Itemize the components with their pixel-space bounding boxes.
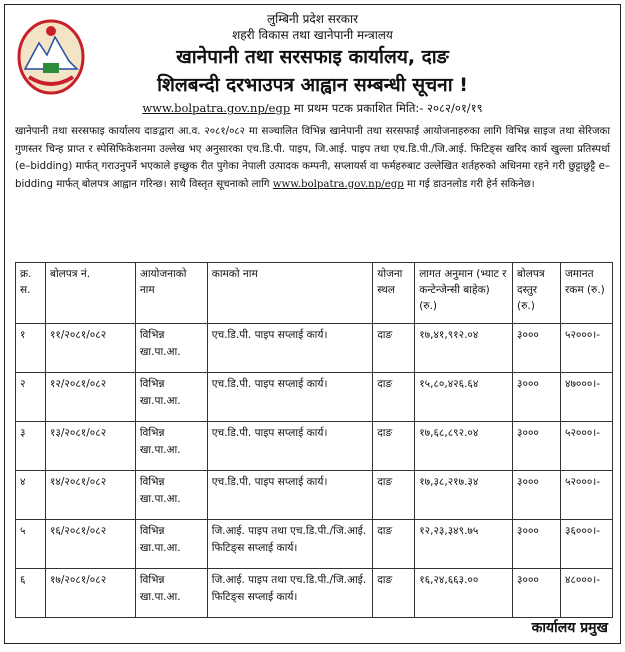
cell-project: विभिन्न खा.पा.आ. [135,324,207,373]
cell-location: दाङ [373,520,415,569]
header-bid-no: बोलपत्र नं. [45,263,135,324]
cell-fee: ३००० [513,373,561,422]
office-chief-signature: कार्यालय प्रमुख [531,620,608,636]
publication-date-text: मा प्रथम पटक प्रकाशित मिति:- २०८२/०१/१९ [293,101,483,115]
office-title: खानेपानी तथा सरसफाइ कार्यालय, दाङ [176,46,449,68]
header-estimate: लागत अनुमान (भ्याट र कन्टेन्जेन्सी बाहेक) (रु.) [415,263,513,324]
cell-project: विभिन्न खा.पा.आ. [135,422,207,471]
cell-fee: ३००० [513,324,561,373]
cell-estimate: १७,६८,८९२.०४ [415,422,513,471]
table-row [16,324,613,373]
notice-header [5,5,620,117]
table-header-row [16,263,613,324]
intro-url-link[interactable]: www.bolpatra.gov.np/egp [272,178,404,190]
table-row [16,520,613,569]
cell-security: ५२०००।- [560,471,612,520]
cell-sn: १ [16,324,46,373]
cell-location: दाङ [373,373,415,422]
cell-sn: ३ [16,422,46,471]
cell-work: एच.डि.पी. पाइप सप्लाई कार्य। [207,373,372,422]
cell-estimate: १२,२३,३४९.७५ [415,520,513,569]
cell-estimate: १६,२४,६६३.०० [415,569,513,618]
cell-project: विभिन्न खा.पा.आ. [135,569,207,618]
intro-paragraph [15,123,610,193]
publication-url-link[interactable]: www.bolpatra.gov.np/egp [142,101,291,115]
cell-security: ३६०००।- [560,520,612,569]
cell-estimate: १७,४१,९१२.०४ [415,324,513,373]
cell-work: जि.आई. पाइप तथा एच.डि.पी./जि.आई. फिटिङ्स सप्लाई कार्य। [207,520,372,569]
cell-project: विभिन्न खा.पा.आ. [135,373,207,422]
header-security: जमानत रकम (रु.) [560,263,612,324]
intro-text: खानेपानी तथा सरसफाइ कार्यालय दाङद्वारा आ.व. २०८१/०८२ मा सञ्चालित विभिन्न खानेपानी तथा सरसफाई आयोजनाहरुका लागि विभिन्न साइज तथा सेरिजका गुणस्तर चिन्ह प्राप्त र स्पेसिफिकेशनमा उल्लेख भए अनुसारका एच.डि.पी. पाइप, जि.आई. पाइप तथा एच.डि.पी./जि.आई. फिटिङ्स खरिद कार्य खुल्ला प्रतिस्पर्धा (e–bidding) मार्फत् गराउनुपर्ने भएकाले इच्छुक रीत पुगेका नेपाली उत्पादक कम्पनी, सप्लायर्स वा फर्महरुबाट उल्लेखित शर्तहरुको अधिनमा रहने गरी छुट्टाछुट्टै e–bidding मार्फत् बोलपत्र आह्वान गरिन्छ। साथै विस्तृत सूचनाको लागि [15,126,610,190]
cell-fee: ३००० [513,422,561,471]
cell-fee: ३००० [513,520,561,569]
cell-security: ४७०००।- [560,373,612,422]
cell-location: दाङ [373,471,415,520]
header-sn: क्र. स. [16,263,46,324]
publication-line [5,99,620,117]
cell-location: दाङ [373,422,415,471]
cell-location: दाङ [373,569,415,618]
cell-security: ५२०००।- [560,422,612,471]
cell-bid-no: ११/२०८१/०८२ [45,324,135,373]
cell-fee: ३००० [513,569,561,618]
header-location: योजना स्थल [373,263,415,324]
cell-bid-no: १३/२०८१/०८२ [45,422,135,471]
cell-bid-no: १७/२०८१/०८२ [45,569,135,618]
cell-bid-no: १४/२०८१/०८२ [45,471,135,520]
ministry-name: शहरी विकास तथा खानेपानी मन्त्रालय [232,28,393,42]
cell-location: दाङ [373,324,415,373]
cell-work: एच.डि.पी. पाइप सप्लाई कार्य। [207,422,372,471]
cell-sn: ६ [16,569,46,618]
cell-sn: ५ [16,520,46,569]
cell-bid-no: १६/२०८१/०८२ [45,520,135,569]
header-project: आयोजनाको नाम [135,263,207,324]
government-name: लुम्बिनी प्रदेश सरकार [266,12,358,26]
bid-table [15,262,613,618]
table-row [16,471,613,520]
cell-work: जि.आई. पाइप तथा एच.डि.पी./जि.आई. फिटिङ्स सप्लाई कार्य। [207,569,372,618]
notice-page [4,4,621,644]
cell-work: एच.डि.पी. पाइप सप्लाई कार्य। [207,471,372,520]
government-emblem-icon [15,13,87,97]
cell-project: विभिन्न खा.पा.आ. [135,471,207,520]
header-work: कामको नाम [207,263,372,324]
cell-estimate: १५,८०,४२६.६४ [415,373,513,422]
cell-project: विभिन्न खा.पा.आ. [135,520,207,569]
table-row [16,569,613,618]
cell-bid-no: १२/२०८१/०८२ [45,373,135,422]
cell-security: ४८०००।- [560,569,612,618]
cell-security: ५२०००।- [560,324,612,373]
cell-sn: २ [16,373,46,422]
table-row [16,373,613,422]
table-row [16,422,613,471]
cell-estimate: १७,३८,२१७.३४ [415,471,513,520]
notice-subject: शिलबन्दी दरभाउपत्र आह्वान सम्बन्धी सूचना ! [157,74,468,96]
cell-work: एच.डि.पी. पाइप सप्लाई कार्य। [207,324,372,373]
cell-fee: ३००० [513,471,561,520]
cell-sn: ४ [16,471,46,520]
intro-text-end: मा गई डाउनलोड गरी हेर्न सकिनेछ। [407,178,535,190]
header-fee: बोलपत्र दस्तुर (रु.) [513,263,561,324]
